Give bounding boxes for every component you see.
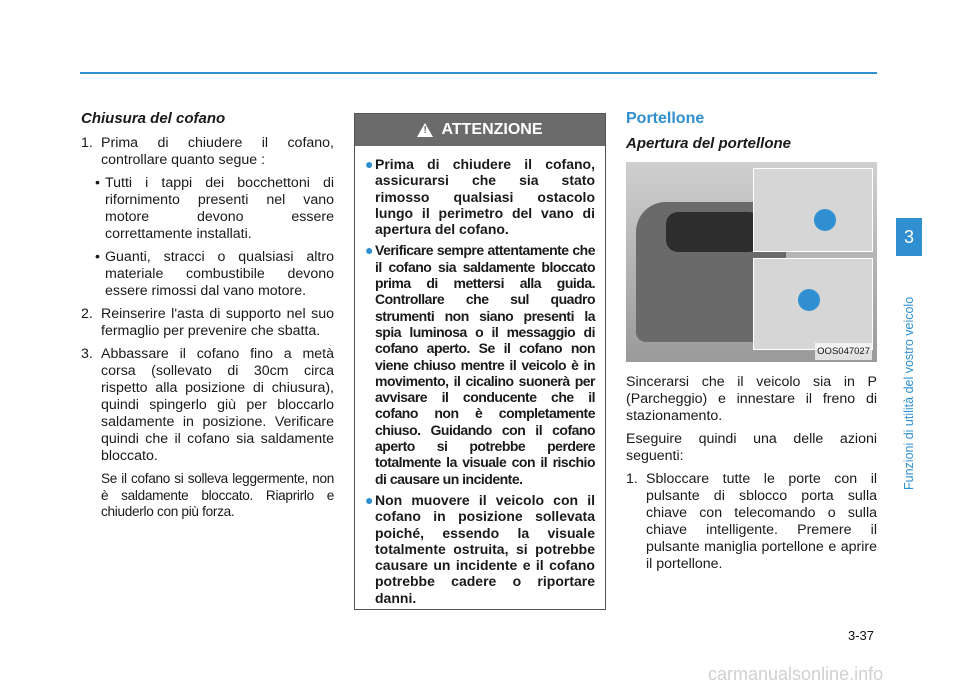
paragraph: Sincerarsi che il veicolo sia in P (Parcheggio) e innestare il freno di stazionamento. (626, 374, 877, 424)
page-number: 3-37 (848, 628, 875, 643)
step-number: 1. (81, 135, 93, 151)
step-text: Prima di chiudere il cofano, controllare quanto segue : (101, 135, 334, 168)
warning-item (365, 492, 595, 606)
step-1 (626, 471, 877, 573)
step-1 (81, 135, 334, 169)
subsection-title: Apertura del portellone (626, 135, 792, 152)
bullet-dot: ● (365, 242, 374, 259)
right-column (626, 110, 877, 579)
warning-item (365, 242, 595, 486)
warning-header (355, 114, 605, 146)
tailgate-illustration (626, 162, 877, 362)
warning-title: ATTENZIONE (441, 121, 543, 138)
bullet-dot: ● (365, 156, 374, 172)
chapter-tab: 3 (896, 218, 922, 256)
bullet-dot: • (95, 175, 100, 191)
watermark: carmanualsonline.info (708, 664, 884, 684)
bullet-text: Tutti i tappi dei bocchettoni di rifornimento presenti nel vano motore devono essere correttamente installati. (105, 175, 334, 242)
image-code: OOS047027 (815, 343, 872, 360)
bullet-dot: ● (365, 491, 374, 508)
bullet-dot: • (95, 249, 100, 265)
step-3 (81, 346, 334, 465)
bullet-text: Guanti, stracci o qualsiasi altro materiale combustibile devono essere rimossi dal vano motore. (105, 249, 334, 299)
section-title-hood: Chiusura del cofano (81, 110, 226, 127)
left-column (81, 110, 334, 521)
warning-triangle-icon (417, 123, 433, 137)
lift-arrow-icon (798, 289, 820, 311)
bullet-2 (95, 249, 334, 300)
warning-item-text: Non muovere il veicolo con il cofano in posizione sollevata poiché, essendo la visuale totalmente ostruita, si potrebbe causare un incidente e il cofano potrebbe cadere o riportare danni. (375, 491, 595, 606)
warning-body (355, 146, 605, 606)
car-rear-window (666, 212, 761, 252)
warning-item (365, 156, 595, 237)
step-2 (81, 306, 334, 340)
paragraph: Eseguire quindi una delle azioni seguenti: (626, 431, 877, 464)
step-number: 3. (81, 346, 93, 362)
warning-box (354, 113, 606, 610)
note-text: Se il cofano si solleva leggermente, non è saldamente bloccato. Riaprirlo e chiuderlo con più forza. (101, 471, 334, 519)
step-text: Reinserire l'asta di supporto nel suo fermaglio per prevenire che sbatta. (101, 306, 334, 339)
chapter-title: Funzioni di utilità del vostro veicolo (902, 296, 916, 490)
press-arrow-icon (814, 209, 836, 231)
step-number: 2. (81, 306, 93, 322)
handle-detail-inset (753, 168, 873, 252)
bullet-1 (95, 175, 334, 243)
tailgate-open-inset (753, 258, 873, 350)
warning-item-text: Verificare sempre attentamente che il cofano sia saldamente bloccato prima di mettersi alla guida. Controllare che sul quadro strumenti non siano presenti la spia luminosa o il messaggio di cofano aperto. Se il cofano non viene chiuso mentre il veicolo è in movimento, il cicalino suonerà per avvisare il conducente che il cofano non è completamente chiuso. Guidando con il cofano aperto si potrebbe perdere totalmente la visuale con il rischio di causare un incidente. (375, 242, 595, 487)
section-title-tailgate: Portellone (626, 110, 705, 127)
step-text: Sbloccare tutte le porte con il pulsante di sblocco porta sulla chiave con telecomando o sulla chiave intelligente. Premere il pulsante maniglia portellone e aprire il portellone. (646, 471, 877, 572)
step-number: 1. (626, 471, 638, 487)
warning-item-text: Prima di chiudere il cofano, assicurarsi che sia stato rimosso qualsiasi ostacolo lungo il perimetro del vano di apertura del cofano. (375, 156, 595, 238)
step-text: Abbassare il cofano fino a metà corsa (sollevato di 30cm circa rispetto alla posizione di chiusura), quindi spingerlo giù per bloccarlo saldamente in posizione. Verificare quindi che il cofano sia saldamente bloccato. (101, 346, 334, 464)
top-rule (80, 72, 877, 74)
